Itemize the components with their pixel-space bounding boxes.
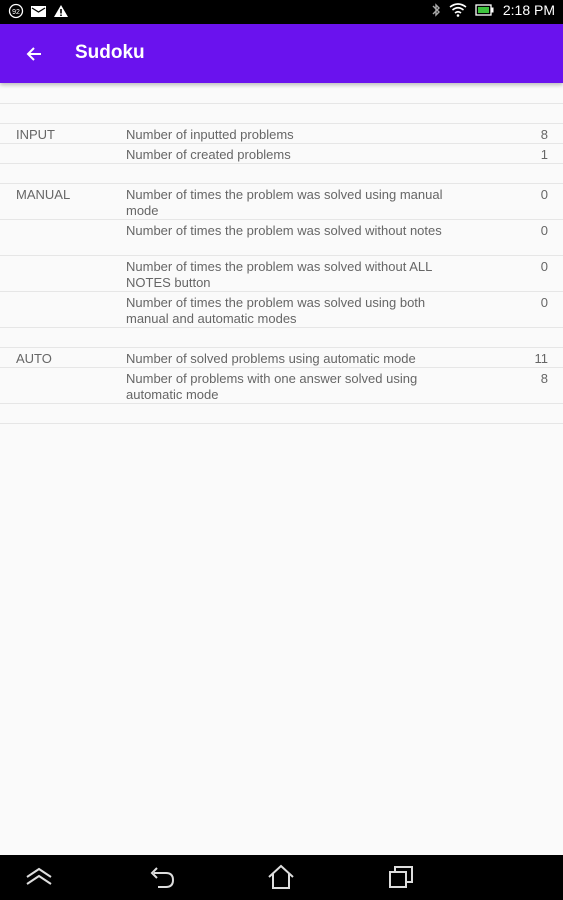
category-label-manual: MANUAL — [16, 187, 71, 202]
stat-row-without-all-notes — [0, 256, 563, 292]
stat-label: Number of solved problems using automatic mode — [126, 351, 416, 366]
category-label-input: INPUT — [16, 127, 55, 142]
stat-label: Number of inputted problems — [126, 127, 294, 142]
statistics-list — [0, 83, 563, 424]
stat-label: Number of times the problem was solved using both manual and automatic modes — [126, 295, 426, 326]
stat-row-one-answer-auto — [0, 368, 563, 404]
stat-row-manual-mode — [0, 184, 563, 220]
stat-label: Number of times the problem was solved without ALL NOTES button — [126, 259, 432, 290]
stat-value: 1 — [540, 147, 548, 162]
stat-label: Number of times the problem was solved using manual mode — [126, 187, 443, 218]
status-bar — [0, 0, 563, 24]
mail-icon — [30, 4, 47, 18]
stat-label: Number of times the problem was solved without notes — [126, 223, 442, 238]
stat-row-created — [0, 144, 563, 164]
stat-label: Number of created problems — [126, 147, 291, 162]
stat-value: 0 — [540, 295, 548, 310]
page-title: Sudoku — [75, 42, 145, 63]
back-button[interactable] — [18, 38, 50, 70]
navigation-bar — [0, 855, 563, 900]
bluetooth-icon — [431, 2, 441, 18]
back-icon — [148, 865, 176, 889]
stat-value: 8 — [540, 127, 548, 142]
stat-value: 11 — [534, 351, 548, 366]
home-icon — [267, 864, 295, 890]
recents-button[interactable] — [384, 863, 418, 891]
battery-icon — [475, 4, 495, 16]
collapse-icon — [24, 866, 54, 888]
wifi-icon — [449, 3, 467, 17]
status-bar-left — [8, 3, 69, 19]
collapse-button[interactable] — [22, 863, 56, 891]
home-button[interactable] — [264, 863, 298, 891]
stat-value: 0 — [540, 187, 548, 202]
warning-icon — [53, 4, 69, 18]
stat-row-auto-solved — [0, 348, 563, 368]
status-time: 2:18 PM — [502, 2, 555, 18]
category-label-auto: AUTO — [16, 351, 52, 366]
recents-icon — [387, 864, 415, 890]
stat-value: 0 — [540, 223, 548, 238]
divider — [0, 423, 563, 424]
stat-row-without-notes — [0, 220, 563, 256]
badge-icon — [8, 3, 24, 19]
stat-value: 8 — [540, 371, 548, 386]
svg-text:92: 92 — [12, 9, 20, 16]
stat-row-inputted — [0, 124, 563, 144]
stat-value: 0 — [540, 259, 548, 274]
nav-back-button[interactable] — [145, 863, 179, 891]
stat-label: Number of problems with one answer solved using automatic mode — [126, 371, 418, 402]
arrow-back-icon — [25, 45, 43, 63]
app-bar — [0, 24, 563, 83]
status-bar-right — [431, 2, 555, 18]
stat-row-both-modes — [0, 292, 563, 328]
